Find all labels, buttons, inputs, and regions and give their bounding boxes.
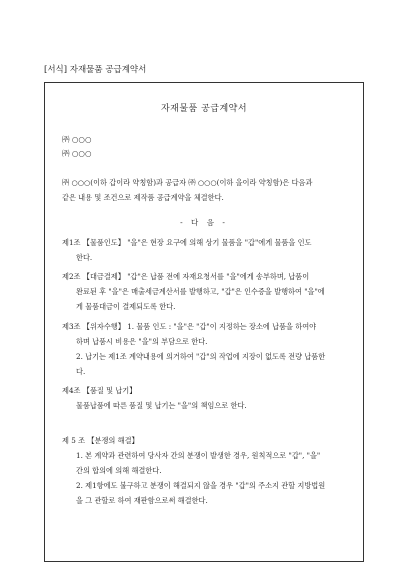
- document-title: 자재물품 공급계약서: [160, 104, 248, 114]
- article-line: 을 그 관할로 하여 재판함으로써 해결한다.: [76, 496, 208, 505]
- article-number: 제4조: [62, 386, 81, 395]
- article-line: 2. 제1항에도 불구하고 분쟁이 해결되지 않을 경우 "갑"의 주소지 관할 지방법원: [76, 481, 326, 490]
- article-5: [62, 433, 352, 508]
- article-line: 1. 본 계약과 관련하여 당사자 간의 분쟁이 발생한 경우, 원칙적으로 "갑", "을": [76, 451, 321, 460]
- intro-line: 같은 내용 및 조건으로 제작품 공급계약을 체결한다.: [62, 193, 224, 202]
- article-4: [62, 383, 352, 413]
- intro-paragraph: [62, 175, 352, 205]
- article-line: [62, 383, 352, 398]
- article-line: [62, 235, 352, 250]
- article-number: 제 5 조: [62, 436, 86, 445]
- article-number: 제3조: [62, 322, 81, 331]
- article-title: 【대금결제】: [82, 272, 125, 281]
- section-heading: - 다 음 -: [180, 218, 228, 227]
- article-line: [62, 269, 352, 284]
- article-title: 【품질 및 납기】: [82, 386, 137, 395]
- article-line: [62, 319, 352, 334]
- article-text: "을"은 현장 요구에 의해 상기 물품을 "갑"에게 물품을 인도: [124, 238, 312, 247]
- article-line: 한다.: [76, 253, 93, 262]
- article-title: 【위자수행】: [82, 322, 125, 331]
- article-line: 게 물품대금이 결제되도록 한다.: [76, 302, 176, 311]
- article-line: 2. 납기는 제1조 계약내용에 의거하여 "갑"의 작업에 지장이 없도록 전량 납품한: [76, 352, 326, 361]
- article-text: "갑"은 납품 전에 자재요청서를 "을"에게 송부하며, 납품이: [124, 272, 310, 281]
- party-a: ㈜ ○○○: [62, 135, 92, 144]
- article-1: [62, 235, 352, 265]
- form-label: [서식] 자재물품 공급계약서: [44, 65, 147, 75]
- party-b: ㈜ ○○○: [62, 149, 92, 158]
- contract-document: [44, 82, 364, 562]
- article-number: 제2조: [62, 272, 81, 281]
- article-2: [62, 269, 352, 314]
- article-3: [62, 319, 352, 379]
- article-line: [62, 433, 352, 448]
- article-title: 【물품인도】: [82, 238, 125, 247]
- article-line: 완료된 후 "을"은 매출세금계산서를 발행하고, "갑"은 인수증을 발행하여 "을"에: [76, 287, 325, 296]
- intro-line: ㈜ ○○○(이하 갑이라 약칭함)과 공급자 ㈜ ○○○(이하 을이라 약칭함)은 다음과: [62, 178, 313, 187]
- article-line: 물품납품에 따른 품질 및 납기는 "을"의 책임으로 한다.: [76, 401, 247, 410]
- article-number: 제1조: [62, 238, 81, 247]
- article-line: 간의 합의에 의해 해결한다.: [76, 466, 162, 475]
- article-text: 1. 물품 인도 : "을"은 "갑"이 지정하는 장소에 납품을 하여야: [124, 322, 317, 331]
- article-line: 다.: [76, 367, 86, 376]
- article-line: 하며 납품시 비용은 "을"의 부담으로 한다.: [76, 337, 208, 346]
- article-title: 【분쟁의 해결】: [87, 436, 139, 445]
